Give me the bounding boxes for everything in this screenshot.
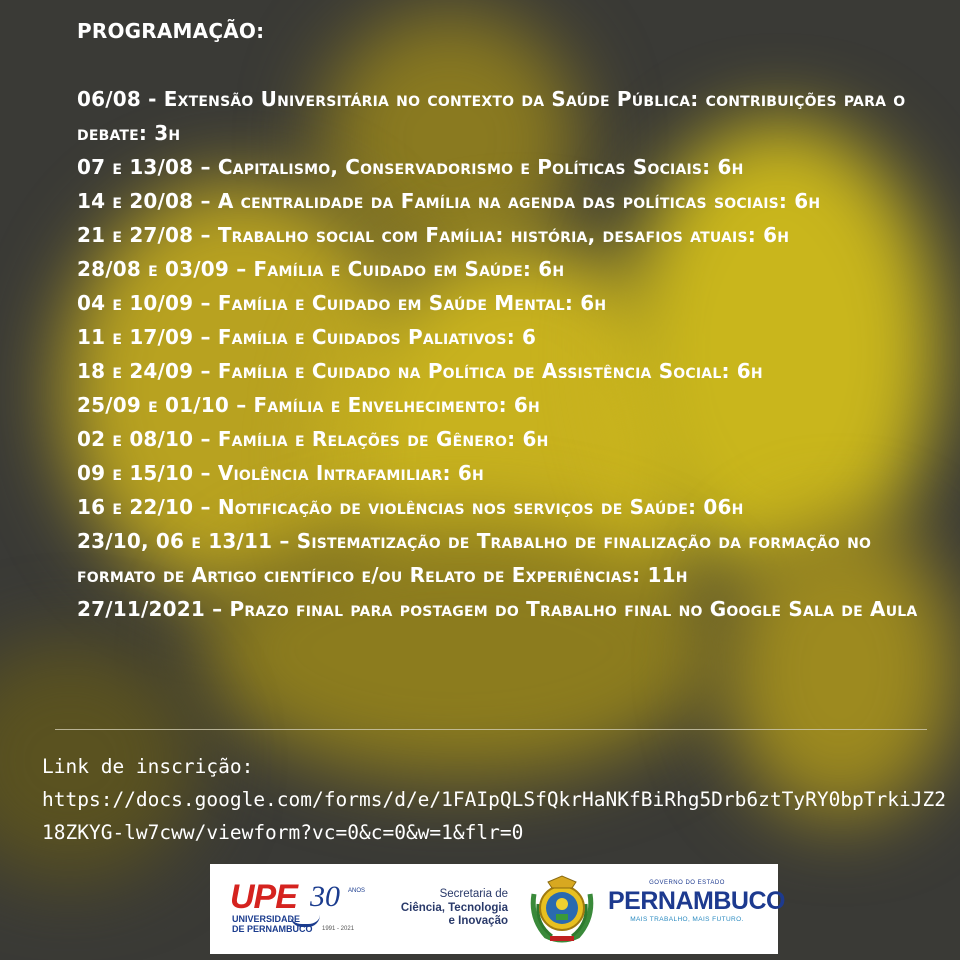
schedule-item: 25/09 e 01/10 – Família e Envelhecimento: 6h	[77, 393, 540, 417]
registration-link-url[interactable]: https://docs.google.com/forms/d/e/1FAIpQLSfQkrHaNKfBiRhg5Drb6ztTyRY0bpTrkiJZ218ZKYG-lw7cww/viewform?vc=0&c=0&w=1&flr=0	[42, 788, 946, 844]
schedule-item: 14 e 20/08 – A centralidade da Família na agenda das políticas sociais: 6h	[77, 189, 821, 213]
pernambuco-coat-of-arms-icon	[528, 874, 596, 944]
schedule-item: 16 e 22/10 – Notificação de violências nos serviços de Saúde: 06h	[77, 495, 744, 519]
section-divider	[55, 729, 927, 730]
schedule-list	[77, 82, 947, 626]
upe-anniversary-number: 30	[310, 880, 340, 913]
upe-logo	[230, 878, 366, 940]
schedule-item: 27/11/2021 – Prazo final para postagem do Trabalho final no Google Sala de Aula	[77, 597, 918, 621]
program-schedule	[77, 14, 947, 626]
pernambuco-motto: MAIS TRABALHO, MAIS FUTURO.	[630, 916, 744, 923]
pernambuco-gov-label: GOVERNO DO ESTADO	[649, 880, 725, 886]
schedule-item: 06/08 - Extensão Universitária no contexto da Saúde Pública: contribuições para o debate: 3h	[77, 87, 906, 145]
upe-anniversary-anos: ANOS	[348, 888, 366, 894]
schedule-item: 11 e 17/09 – Família e Cuidados Paliativos: 6	[77, 325, 537, 349]
secretaria-logo: Secretaria de Ciência, Tecnologia e Inovação	[400, 888, 508, 927]
upe-logo-mark: UPE	[230, 878, 297, 916]
schedule-item: 23/10, 06 e 13/11 – Sistematização de Trabalho de finalização da formação no formato de Artigo científico e/ou Relato de Experiências: 11h	[77, 529, 872, 587]
upe-years: 1991 - 2021	[322, 926, 355, 932]
schedule-item: 09 e 15/10 – Violência Intrafamiliar: 6h	[77, 461, 484, 485]
schedule-item: 21 e 27/08 – Trabalho social com Família: história, desafios atuais: 6h	[77, 223, 790, 247]
schedule-item: 02 e 08/10 – Família e Relações de Gênero: 6h	[77, 427, 549, 451]
sponsor-logos-bar	[210, 864, 785, 954]
schedule-item: 07 e 13/08 – Capitalismo, Conservadorismo e Políticas Sociais: 6h	[77, 155, 744, 179]
pernambuco-name: PERNAMBUCO	[608, 887, 785, 915]
program-heading: PROGRAMAÇÃO:	[77, 19, 265, 43]
upe-name: UNIVERSIDADE DE PERNAMBUCO	[232, 914, 313, 934]
schedule-item: 04 e 10/09 – Família e Cuidado em Saúde Mental: 6h	[77, 291, 607, 315]
registration-link-block	[42, 750, 952, 849]
registration-link-label: Link de inscrição:	[42, 755, 254, 778]
pernambuco-government-logo	[608, 878, 785, 923]
schedule-item: 28/08 e 03/09 – Família e Cuidado em Saúde: 6h	[77, 257, 565, 281]
schedule-item: 18 e 24/09 – Família e Cuidado na Política de Assistência Social: 6h	[77, 359, 763, 383]
